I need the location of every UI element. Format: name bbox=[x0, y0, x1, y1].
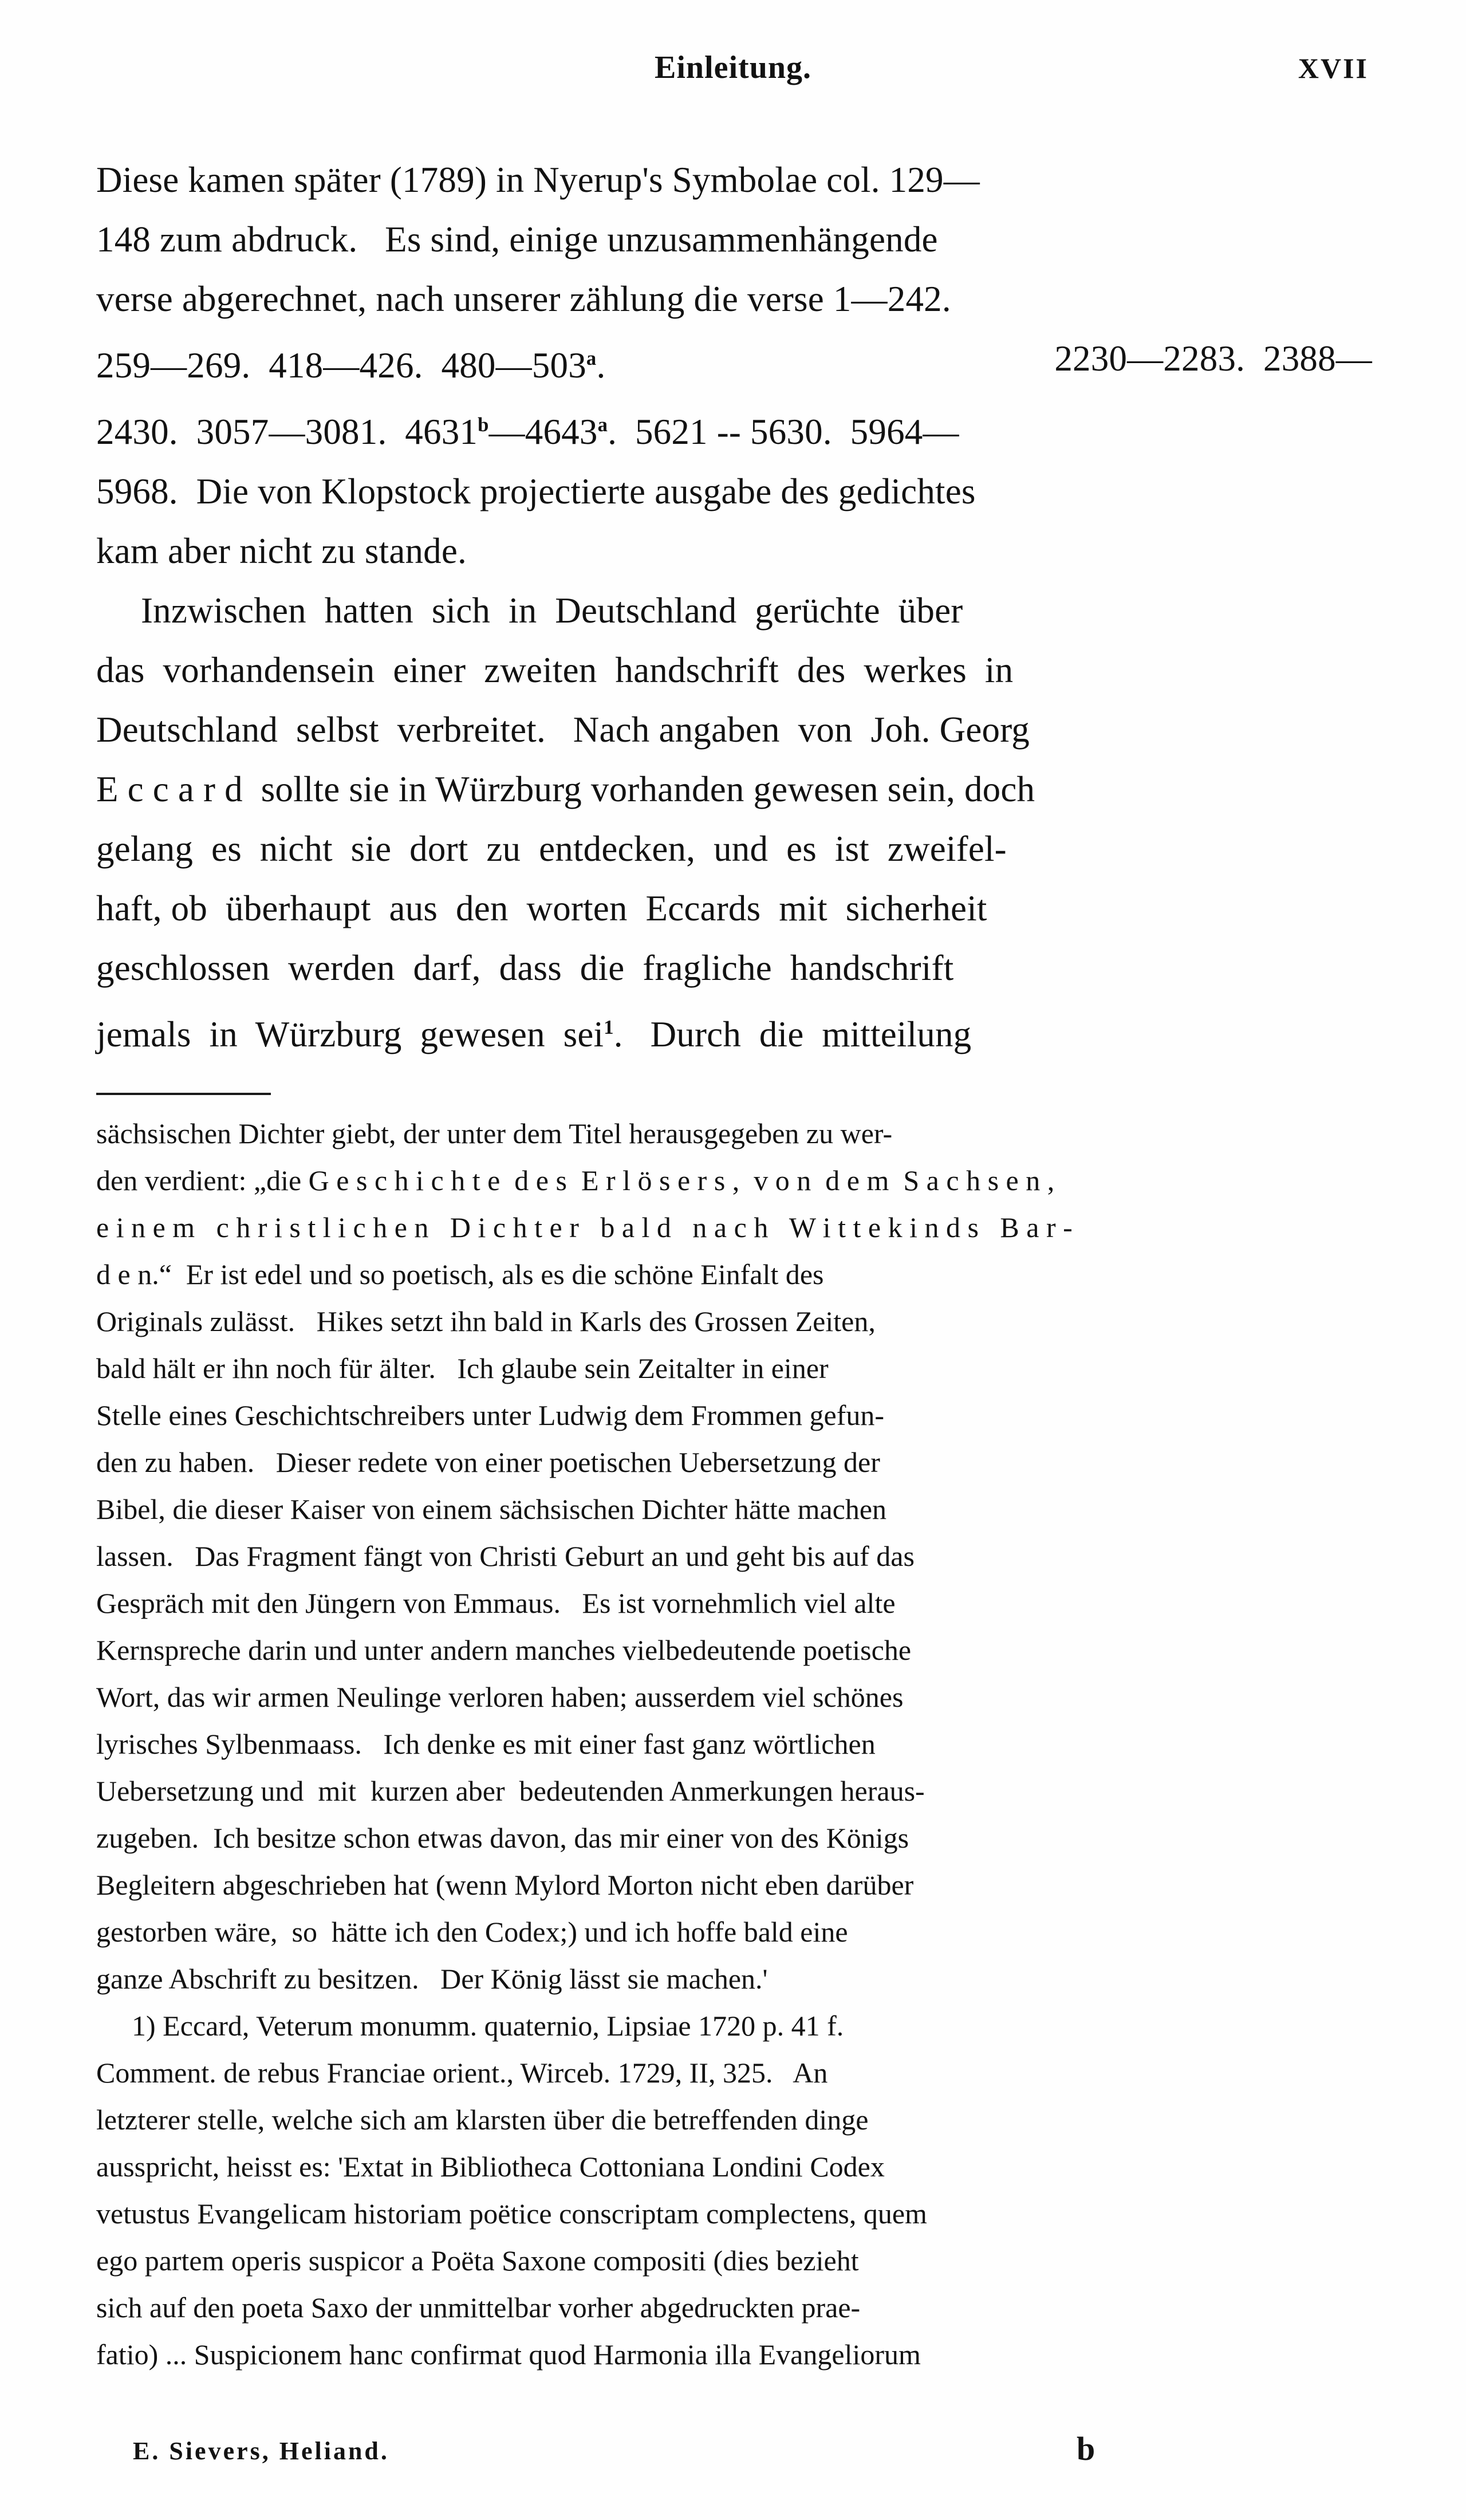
body-line-eccard: E c c a r d sollte sie in Würzburg vorhanden gewesen sein, doch bbox=[96, 769, 1035, 809]
body-line: geschlossen werden darf, dass die fragliche handschrift bbox=[96, 948, 954, 988]
body-line: kam aber nicht zu stande. bbox=[96, 531, 467, 571]
body-line: haft, ob überhaupt aus den worten Eccards mit sicherheit bbox=[96, 888, 987, 928]
footnote-line: Bibel, die dieser Kaiser von einem sächsischen Dichter hätte machen bbox=[96, 1493, 887, 1525]
running-title: Einleitung. bbox=[655, 50, 811, 85]
footnote-line: zugeben. Ich besitze schon etwas davon, das mir einer von des Königs bbox=[96, 1822, 909, 1854]
body-text bbox=[96, 150, 1372, 1064]
verse-range-part: 259—269. 418—426. 480—503$^a$. bbox=[96, 345, 606, 385]
footnote-line: e i n e m c h r i s t l i c h e n D i c h t e r b a l d n a c h W i t t e k i n d s B a r - bbox=[96, 1211, 1073, 1243]
footnote-line: Uebersetzung und mit kurzen aber bedeutenden Anmerkungen heraus- bbox=[96, 1775, 925, 1807]
body-line-text: jemals in Würzburg gewesen sei bbox=[96, 1014, 604, 1054]
footnote-line-text: 1) Eccard, Veterum monumm. quaternio, Lipsiae 1720 p. 41 f. bbox=[132, 2010, 844, 2042]
verse-range-part: 2230—2283. 2388— bbox=[1054, 338, 1372, 379]
footnote-1-line: fatio) ... Suspicionem hanc confirmat quod Harmonia illa Evangeliorum bbox=[96, 2338, 921, 2371]
running-head bbox=[97, 49, 1369, 89]
body-line-with-footnote-ref bbox=[96, 998, 1372, 1064]
footnote-1-line: vetustus Evangelicam historiam poëtice conscriptam complectens, quem bbox=[96, 2198, 927, 2230]
footnote-line: Begleitern abgeschrieben hat (wenn Mylord Morton nicht eben darüber bbox=[96, 1869, 914, 1901]
footnote-line: Wort, das wir armen Neulinge verloren haben; ausserdem viel schönes bbox=[96, 1681, 904, 1713]
footnote-reference-1[interactable]: 1 bbox=[604, 1017, 614, 1038]
footnote-1-line: Comment. de rebus Franciae orient., Wirceb. 1729, II, 325. An bbox=[96, 2057, 828, 2089]
footnote-1-line: ego partem operis suspicor a Poëta Saxone compositi (dies bezieht bbox=[96, 2245, 859, 2277]
footnote-1-line: letzterer stelle, welche sich am klarsten über die betreffenden dinge bbox=[96, 2104, 869, 2136]
footnote-line: lyrisches Sylbenmaass. Ich denke es mit einer fast ganz wörtlichen bbox=[96, 1728, 876, 1760]
body-line: verse abgerechnet, nach unserer zählung die verse 1—242. bbox=[96, 279, 951, 319]
footnote-separator-rule bbox=[96, 1093, 271, 1095]
body-line: das vorhandensein einer zweiten handschrift des werkes in bbox=[96, 650, 1014, 690]
footnote-line: den verdient: „die G e s c h i c h t e d e s E r l ö s e r s , v o n d e m S a c h s e n , bbox=[96, 1164, 1055, 1196]
page-folio-number: XVII bbox=[1298, 52, 1369, 84]
footnote-1-line-start bbox=[96, 2002, 1374, 2049]
body-line-paragraph-start bbox=[96, 581, 1372, 640]
body-line-text: Inzwischen hatten sich in Deutschland gerüchte über bbox=[141, 590, 963, 631]
footnote-line: Kernspreche darin und unter andern manches vielbedeutende poetische bbox=[96, 1634, 912, 1666]
book-imprint: E. Sievers, Heliand. bbox=[133, 2437, 389, 2465]
footnote-line: sächsischen Dichter giebt, der unter dem Titel herausgegeben zu wer- bbox=[96, 1117, 893, 1149]
superscript-marker: a bbox=[597, 414, 608, 436]
footnote-line: Stelle eines Geschichtschreibers unter Ludwig dem Frommen gefun- bbox=[96, 1399, 885, 1431]
footnote-line: lassen. Das Fragment fängt von Christi Geburt an und geht bis auf das bbox=[96, 1540, 915, 1572]
page-footer bbox=[0, 2430, 1466, 2479]
footnote-line: Gespräch mit den Jüngern von Emmaus. Es ist vornehmlich viel alte bbox=[96, 1587, 896, 1619]
body-line: Diese kamen später (1789) in Nyerup's Symbolae col. 129— bbox=[96, 160, 980, 200]
body-line-verse-ranges bbox=[96, 395, 1372, 462]
footnote-area bbox=[96, 1110, 1374, 2378]
footnote-line: Originals zulässt. Hikes setzt ihn bald in Karls des Grossen Zeiten, bbox=[96, 1305, 876, 1337]
footnote-1-line: sich auf den poeta Saxo der unmittelbar vorher abgedruckten prae- bbox=[96, 2291, 861, 2324]
footnote-line: bald hält er ihn noch für älter. Ich glaube sein Zeitalter in einer bbox=[96, 1352, 829, 1384]
body-line: Deutschland selbst verbreitet. Nach angaben von Joh. Georg bbox=[96, 710, 1030, 750]
superscript-marker: a bbox=[586, 348, 597, 369]
verse-range-part: 2430. 3057—3081. 4631$^b$—4643$^a$. 5621 -- 5630. 5964— bbox=[96, 412, 959, 452]
body-line: gelang es nicht sie dort zu entdecken, und es ist zweifel- bbox=[96, 829, 1007, 869]
footnote-line: d e n.“ Er ist edel und so poetisch, als es die schöne Einfalt des bbox=[96, 1258, 824, 1290]
superscript-marker: b bbox=[478, 414, 489, 436]
body-line-verse-ranges bbox=[96, 329, 1372, 395]
footnote-line: ganze Abschrift zu besitzen. Der König lässt sie machen.' bbox=[96, 1963, 768, 1995]
footnote-line: den zu haben. Dieser redete von einer poetischen Uebersetzung der bbox=[96, 1446, 880, 1478]
body-line: 5968. Die von Klopstock projectierte ausgabe des gedichtes bbox=[96, 471, 976, 511]
body-line-text: . Durch die mitteilung bbox=[613, 1014, 972, 1054]
footnote-1-line: ausspricht, heisst es: 'Extat in Bibliotheca Cottoniana Londini Codex bbox=[96, 2151, 885, 2183]
body-line: 148 zum abdruck. Es sind, einige unzusammenhängende bbox=[96, 219, 938, 259]
signature-mark: b bbox=[1077, 2430, 1095, 2467]
footnote-line: gestorben wäre, so hätte ich den Codex;) und ich hoffe bald eine bbox=[96, 1916, 848, 1948]
